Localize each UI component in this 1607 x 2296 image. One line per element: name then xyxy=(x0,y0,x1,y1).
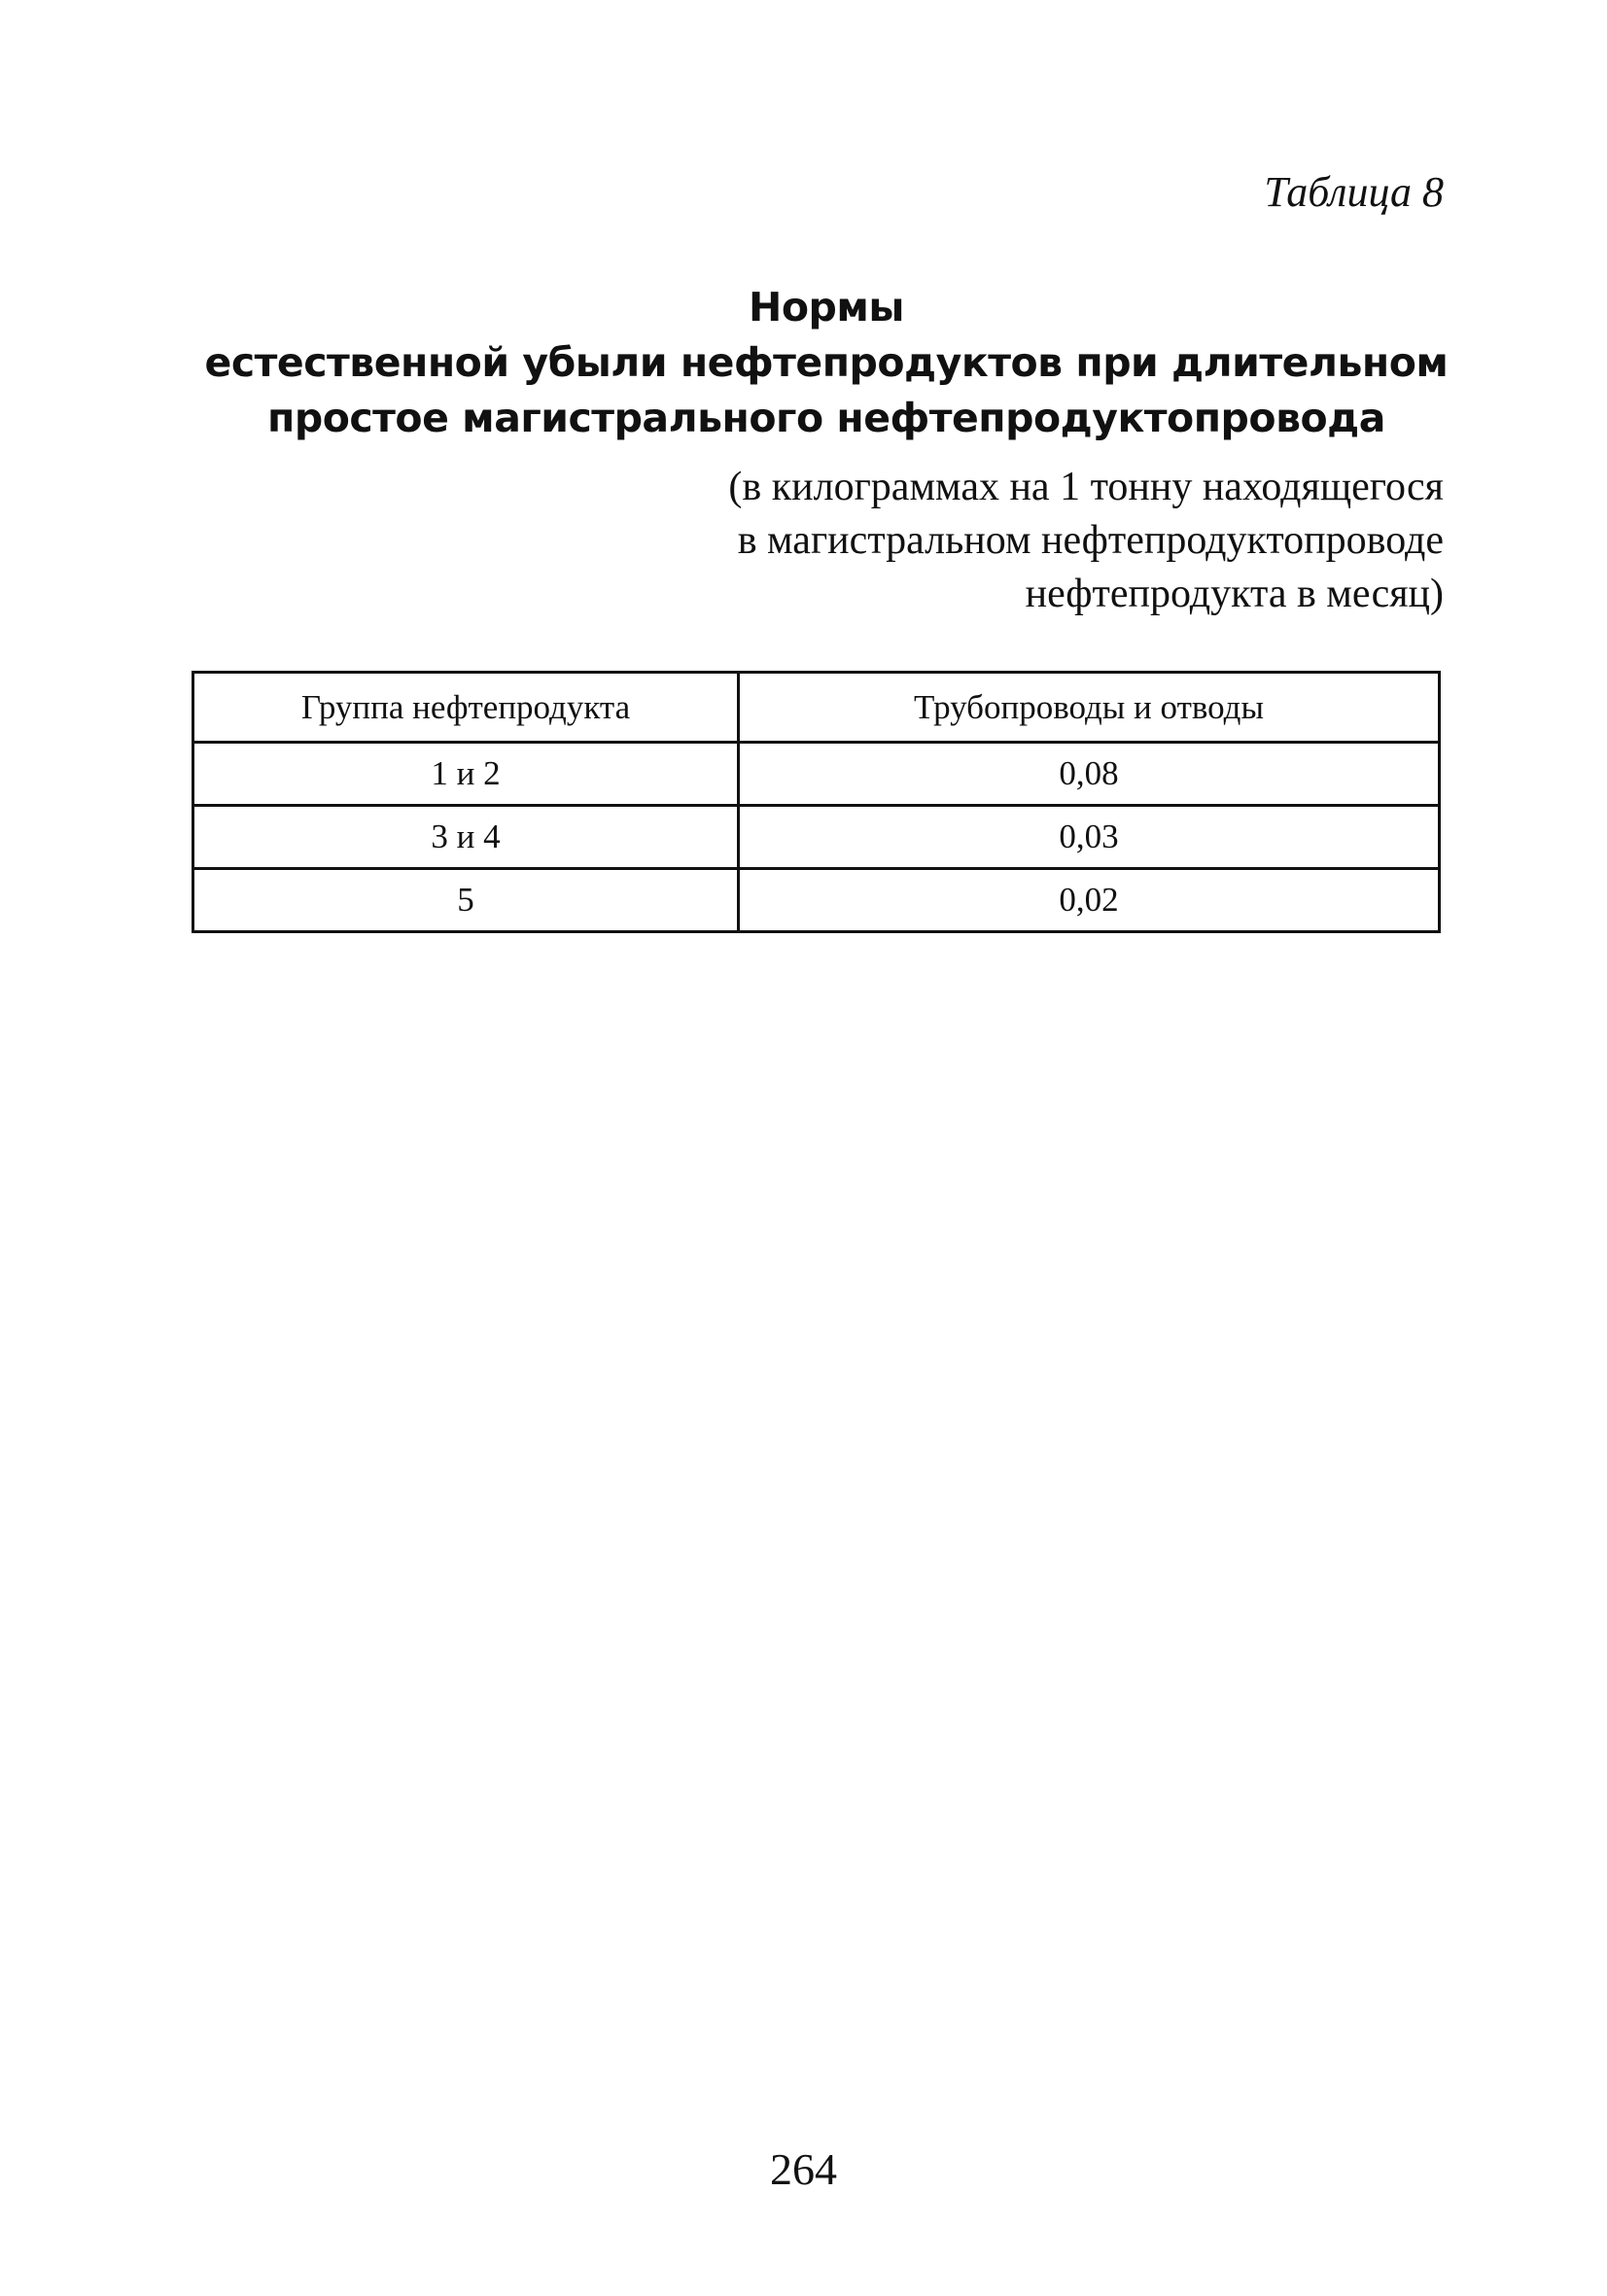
cell-norm-value: 0,08 xyxy=(739,743,1440,806)
cell-norm-value: 0,02 xyxy=(739,869,1440,932)
table-row xyxy=(193,869,1440,932)
heading-line-2: естественной убыли нефтепродуктов при длительном xyxy=(204,339,1449,386)
header-pipelines: Трубопроводы и отводы xyxy=(739,673,1440,743)
units-note xyxy=(728,461,1444,621)
table-row xyxy=(193,743,1440,806)
units-line-1: (в килограммах на 1 тонну находящегося xyxy=(728,465,1444,509)
cell-product-group: 1 и 2 xyxy=(193,743,739,806)
heading-line-1: Нормы xyxy=(749,284,904,330)
units-line-2: в магистральном нефтепродуктопроводе xyxy=(737,518,1444,563)
header-product-group: Группа нефтепродукта xyxy=(193,673,739,743)
heading-line-3: простое магистрального нефтепродуктопровода xyxy=(267,395,1385,441)
cell-product-group: 3 и 4 xyxy=(193,806,739,869)
table-header-row xyxy=(193,673,1440,743)
units-line-3: нефтепродукта в месяц) xyxy=(1025,572,1444,616)
table-label: Таблица 8 xyxy=(1264,168,1444,216)
loss-norms-table xyxy=(192,671,1441,933)
table-row xyxy=(193,806,1440,869)
cell-product-group: 5 xyxy=(193,869,739,932)
table-heading xyxy=(146,280,1507,446)
cell-norm-value: 0,03 xyxy=(739,806,1440,869)
page-number: 264 xyxy=(770,2144,837,2194)
